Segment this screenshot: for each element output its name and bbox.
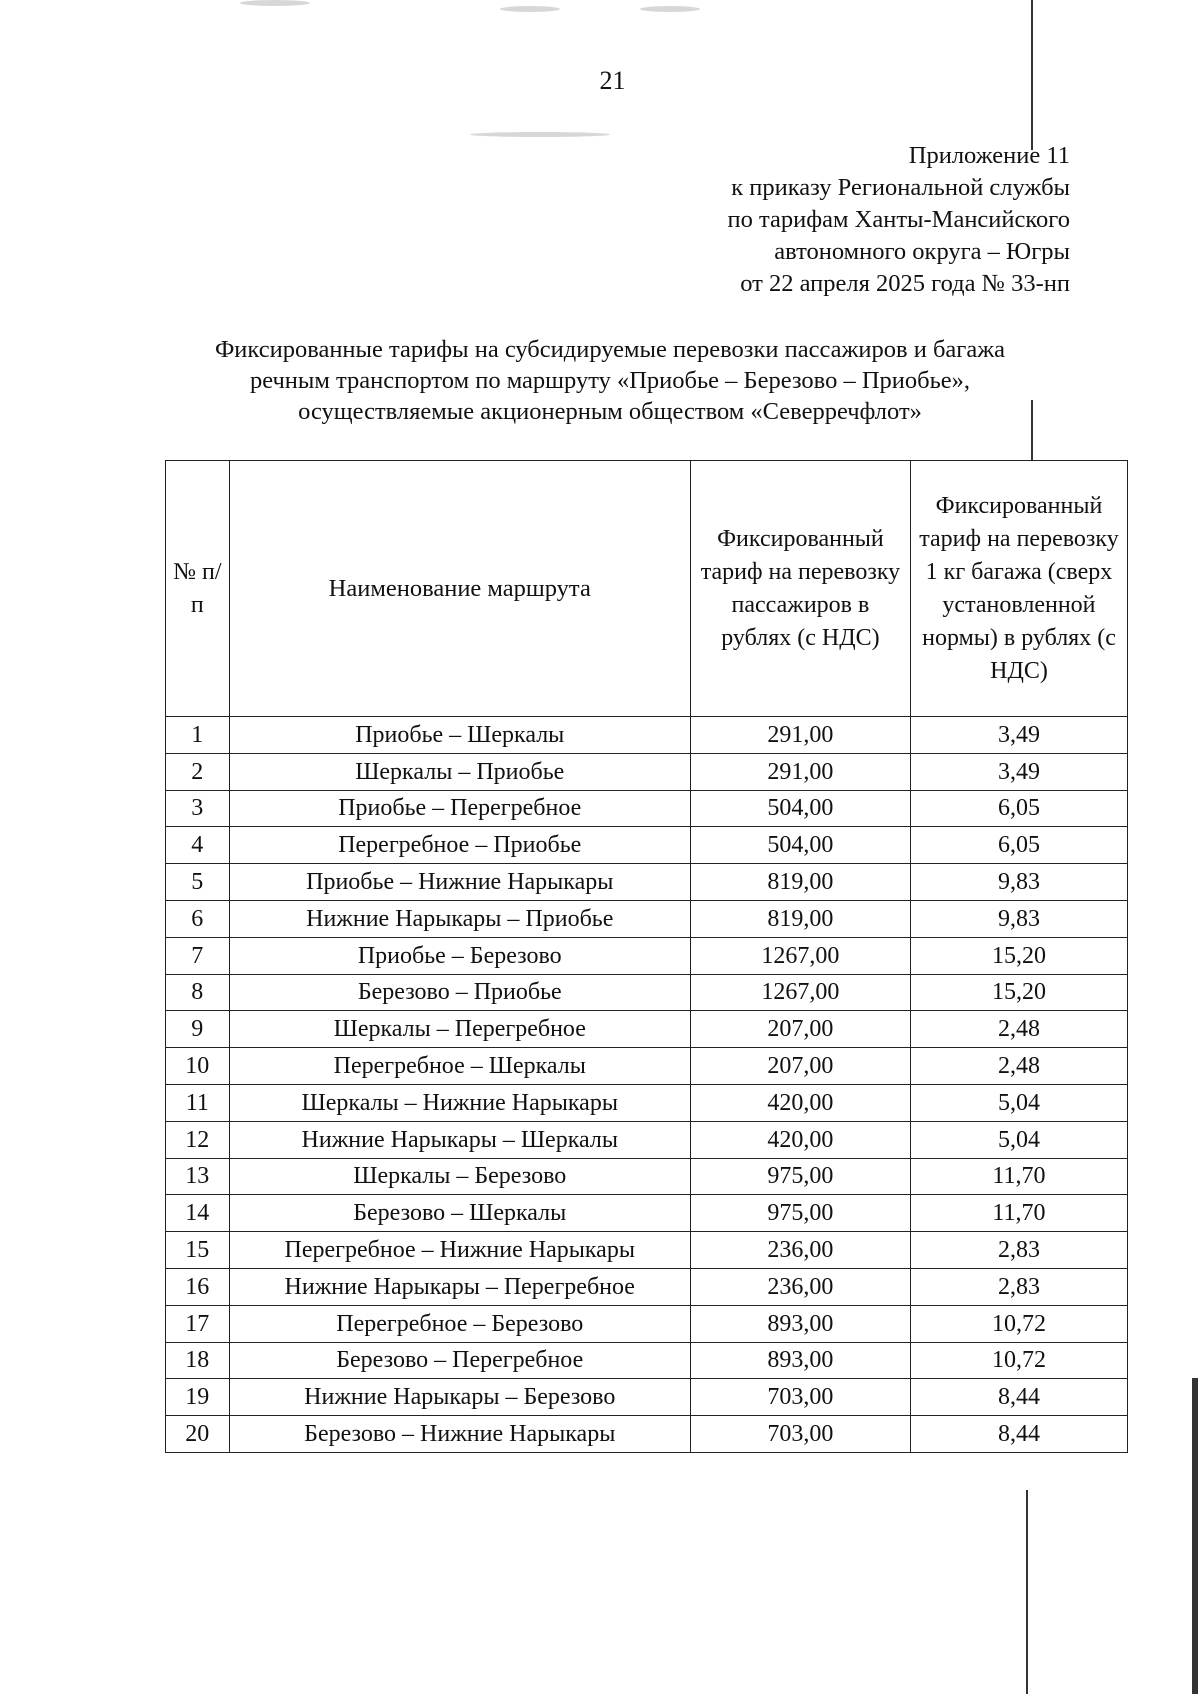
- cell-baggage-tariff: 11,70: [910, 1158, 1127, 1195]
- cell-route: Перегребное – Нижние Нарыкары: [229, 1232, 690, 1269]
- cell-passenger-tariff: 207,00: [690, 1011, 910, 1048]
- cell-route: Нижние Нарыкары – Березово: [229, 1379, 690, 1416]
- cell-route: Приобье – Нижние Нарыкары: [229, 864, 690, 901]
- cell-passenger-tariff: 236,00: [690, 1268, 910, 1305]
- table-row: [166, 790, 1128, 827]
- table-row: [166, 1121, 1128, 1158]
- cell-route: Нижние Нарыкары – Шеркалы: [229, 1121, 690, 1158]
- cell-baggage-tariff: 9,83: [910, 900, 1127, 937]
- table-header-row: [166, 461, 1128, 717]
- cell-passenger-tariff: 207,00: [690, 1048, 910, 1085]
- table-row: [166, 717, 1128, 754]
- cell-baggage-tariff: 9,83: [910, 864, 1127, 901]
- cell-passenger-tariff: 291,00: [690, 717, 910, 754]
- cell-num: 12: [166, 1121, 230, 1158]
- cell-route: Нижние Нарыкары – Перегребное: [229, 1268, 690, 1305]
- table-row: [166, 1379, 1128, 1416]
- table-row: [166, 753, 1128, 790]
- cell-baggage-tariff: 11,70: [910, 1195, 1127, 1232]
- header-route: Наименование маршрута: [229, 461, 690, 717]
- cell-route: Шеркалы – Нижние Нарыкары: [229, 1084, 690, 1121]
- cell-passenger-tariff: 504,00: [690, 790, 910, 827]
- scan-artifact-line: [1026, 1490, 1028, 1694]
- appendix-line: к приказу Региональной службы: [731, 174, 1070, 201]
- appendix-line: от 22 апреля 2025 года № 33-нп: [740, 270, 1070, 297]
- cell-route: Березово – Шеркалы: [229, 1195, 690, 1232]
- cell-passenger-tariff: 975,00: [690, 1195, 910, 1232]
- cell-num: 11: [166, 1084, 230, 1121]
- cell-baggage-tariff: 6,05: [910, 827, 1127, 864]
- cell-num: 18: [166, 1342, 230, 1379]
- cell-num: 20: [166, 1416, 230, 1453]
- scan-artifact-smudge: [240, 0, 310, 6]
- cell-num: 15: [166, 1232, 230, 1269]
- table-row: [166, 827, 1128, 864]
- scan-artifact-smudge: [640, 6, 700, 12]
- scan-artifact-edge: [1192, 1378, 1198, 1694]
- header-num: № п/п: [166, 461, 230, 717]
- header-baggage-tariff: Фиксированный тариф на перевозку 1 кг багажа (сверх установленной нормы) в рублях (с НДС): [910, 461, 1127, 717]
- cell-route: Перегребное – Шеркалы: [229, 1048, 690, 1085]
- table-row: [166, 1268, 1128, 1305]
- table-row: [166, 900, 1128, 937]
- table-row: [166, 1048, 1128, 1085]
- cell-num: 10: [166, 1048, 230, 1085]
- cell-passenger-tariff: 893,00: [690, 1342, 910, 1379]
- title-line: речным транспортом по маршруту «Приобье – Березово – Приобье»,: [249, 367, 971, 394]
- table-row: [166, 1305, 1128, 1342]
- scan-artifact-smudge: [470, 132, 610, 137]
- cell-num: 4: [166, 827, 230, 864]
- cell-route: Шеркалы – Приобье: [229, 753, 690, 790]
- table-row: [166, 1416, 1128, 1453]
- appendix-line: Приложение 11: [908, 142, 1070, 169]
- cell-num: 13: [166, 1158, 230, 1195]
- table-row: [166, 1232, 1128, 1269]
- cell-baggage-tariff: 2,83: [910, 1268, 1127, 1305]
- cell-num: 9: [166, 1011, 230, 1048]
- cell-route: Перегребное – Березово: [229, 1305, 690, 1342]
- table-row: [166, 1011, 1128, 1048]
- cell-baggage-tariff: 2,48: [910, 1011, 1127, 1048]
- cell-passenger-tariff: 975,00: [690, 1158, 910, 1195]
- cell-passenger-tariff: 504,00: [690, 827, 910, 864]
- tariffs-table: [165, 460, 1128, 1453]
- cell-route: Перегребное – Приобье: [229, 827, 690, 864]
- title-line: Фиксированные тарифы на субсидируемые перевозки пассажиров и багажа: [214, 336, 1006, 363]
- table-row: [166, 1084, 1128, 1121]
- cell-route: Шеркалы – Березово: [229, 1158, 690, 1195]
- table-row: [166, 937, 1128, 974]
- cell-passenger-tariff: 1267,00: [690, 974, 910, 1011]
- header-passenger-tariff: Фиксированный тариф на перевозку пассажиров в рублях (с НДС): [690, 461, 910, 717]
- scan-artifact-smudge: [500, 6, 560, 12]
- cell-route: Приобье – Березово: [229, 937, 690, 974]
- table-row: [166, 974, 1128, 1011]
- cell-num: 14: [166, 1195, 230, 1232]
- table-row: [166, 1342, 1128, 1379]
- appendix-block: [728, 140, 1070, 300]
- cell-num: 17: [166, 1305, 230, 1342]
- cell-passenger-tariff: 703,00: [690, 1416, 910, 1453]
- cell-baggage-tariff: 10,72: [910, 1305, 1127, 1342]
- cell-passenger-tariff: 819,00: [690, 900, 910, 937]
- cell-baggage-tariff: 15,20: [910, 974, 1127, 1011]
- cell-passenger-tariff: 236,00: [690, 1232, 910, 1269]
- cell-passenger-tariff: 291,00: [690, 753, 910, 790]
- cell-passenger-tariff: 703,00: [690, 1379, 910, 1416]
- cell-baggage-tariff: 2,83: [910, 1232, 1127, 1269]
- cell-num: 2: [166, 753, 230, 790]
- cell-num: 1: [166, 717, 230, 754]
- cell-passenger-tariff: 893,00: [690, 1305, 910, 1342]
- cell-route: Шеркалы – Перегребное: [229, 1011, 690, 1048]
- cell-route: Нижние Нарыкары – Приобье: [229, 900, 690, 937]
- cell-baggage-tariff: 3,49: [910, 717, 1127, 754]
- cell-num: 3: [166, 790, 230, 827]
- table-body: [166, 717, 1128, 1453]
- title-line: осуществляемые акционерным обществом «Северречфлот»: [298, 398, 922, 425]
- table-row: [166, 864, 1128, 901]
- cell-baggage-tariff: 5,04: [910, 1121, 1127, 1158]
- appendix-line: по тарифам Ханты-Мансийского: [727, 206, 1070, 233]
- cell-num: 8: [166, 974, 230, 1011]
- cell-passenger-tariff: 420,00: [690, 1121, 910, 1158]
- cell-baggage-tariff: 8,44: [910, 1416, 1127, 1453]
- cell-route: Березово – Нижние Нарыкары: [229, 1416, 690, 1453]
- appendix-line: автономного округа – Югры: [774, 238, 1070, 265]
- cell-route: Березово – Перегребное: [229, 1342, 690, 1379]
- cell-num: 7: [166, 937, 230, 974]
- cell-passenger-tariff: 819,00: [690, 864, 910, 901]
- cell-baggage-tariff: 3,49: [910, 753, 1127, 790]
- cell-num: 16: [166, 1268, 230, 1305]
- cell-route: Приобье – Перегребное: [229, 790, 690, 827]
- page-number: 21: [599, 66, 626, 95]
- cell-passenger-tariff: 420,00: [690, 1084, 910, 1121]
- table-row: [166, 1158, 1128, 1195]
- document-title: [140, 334, 1080, 427]
- cell-baggage-tariff: 2,48: [910, 1048, 1127, 1085]
- cell-route: Приобье – Шеркалы: [229, 717, 690, 754]
- cell-num: 19: [166, 1379, 230, 1416]
- cell-baggage-tariff: 5,04: [910, 1084, 1127, 1121]
- cell-baggage-tariff: 15,20: [910, 937, 1127, 974]
- cell-num: 5: [166, 864, 230, 901]
- cell-baggage-tariff: 8,44: [910, 1379, 1127, 1416]
- table-row: [166, 1195, 1128, 1232]
- cell-route: Березово – Приобье: [229, 974, 690, 1011]
- cell-num: 6: [166, 900, 230, 937]
- cell-passenger-tariff: 1267,00: [690, 937, 910, 974]
- cell-baggage-tariff: 10,72: [910, 1342, 1127, 1379]
- cell-baggage-tariff: 6,05: [910, 790, 1127, 827]
